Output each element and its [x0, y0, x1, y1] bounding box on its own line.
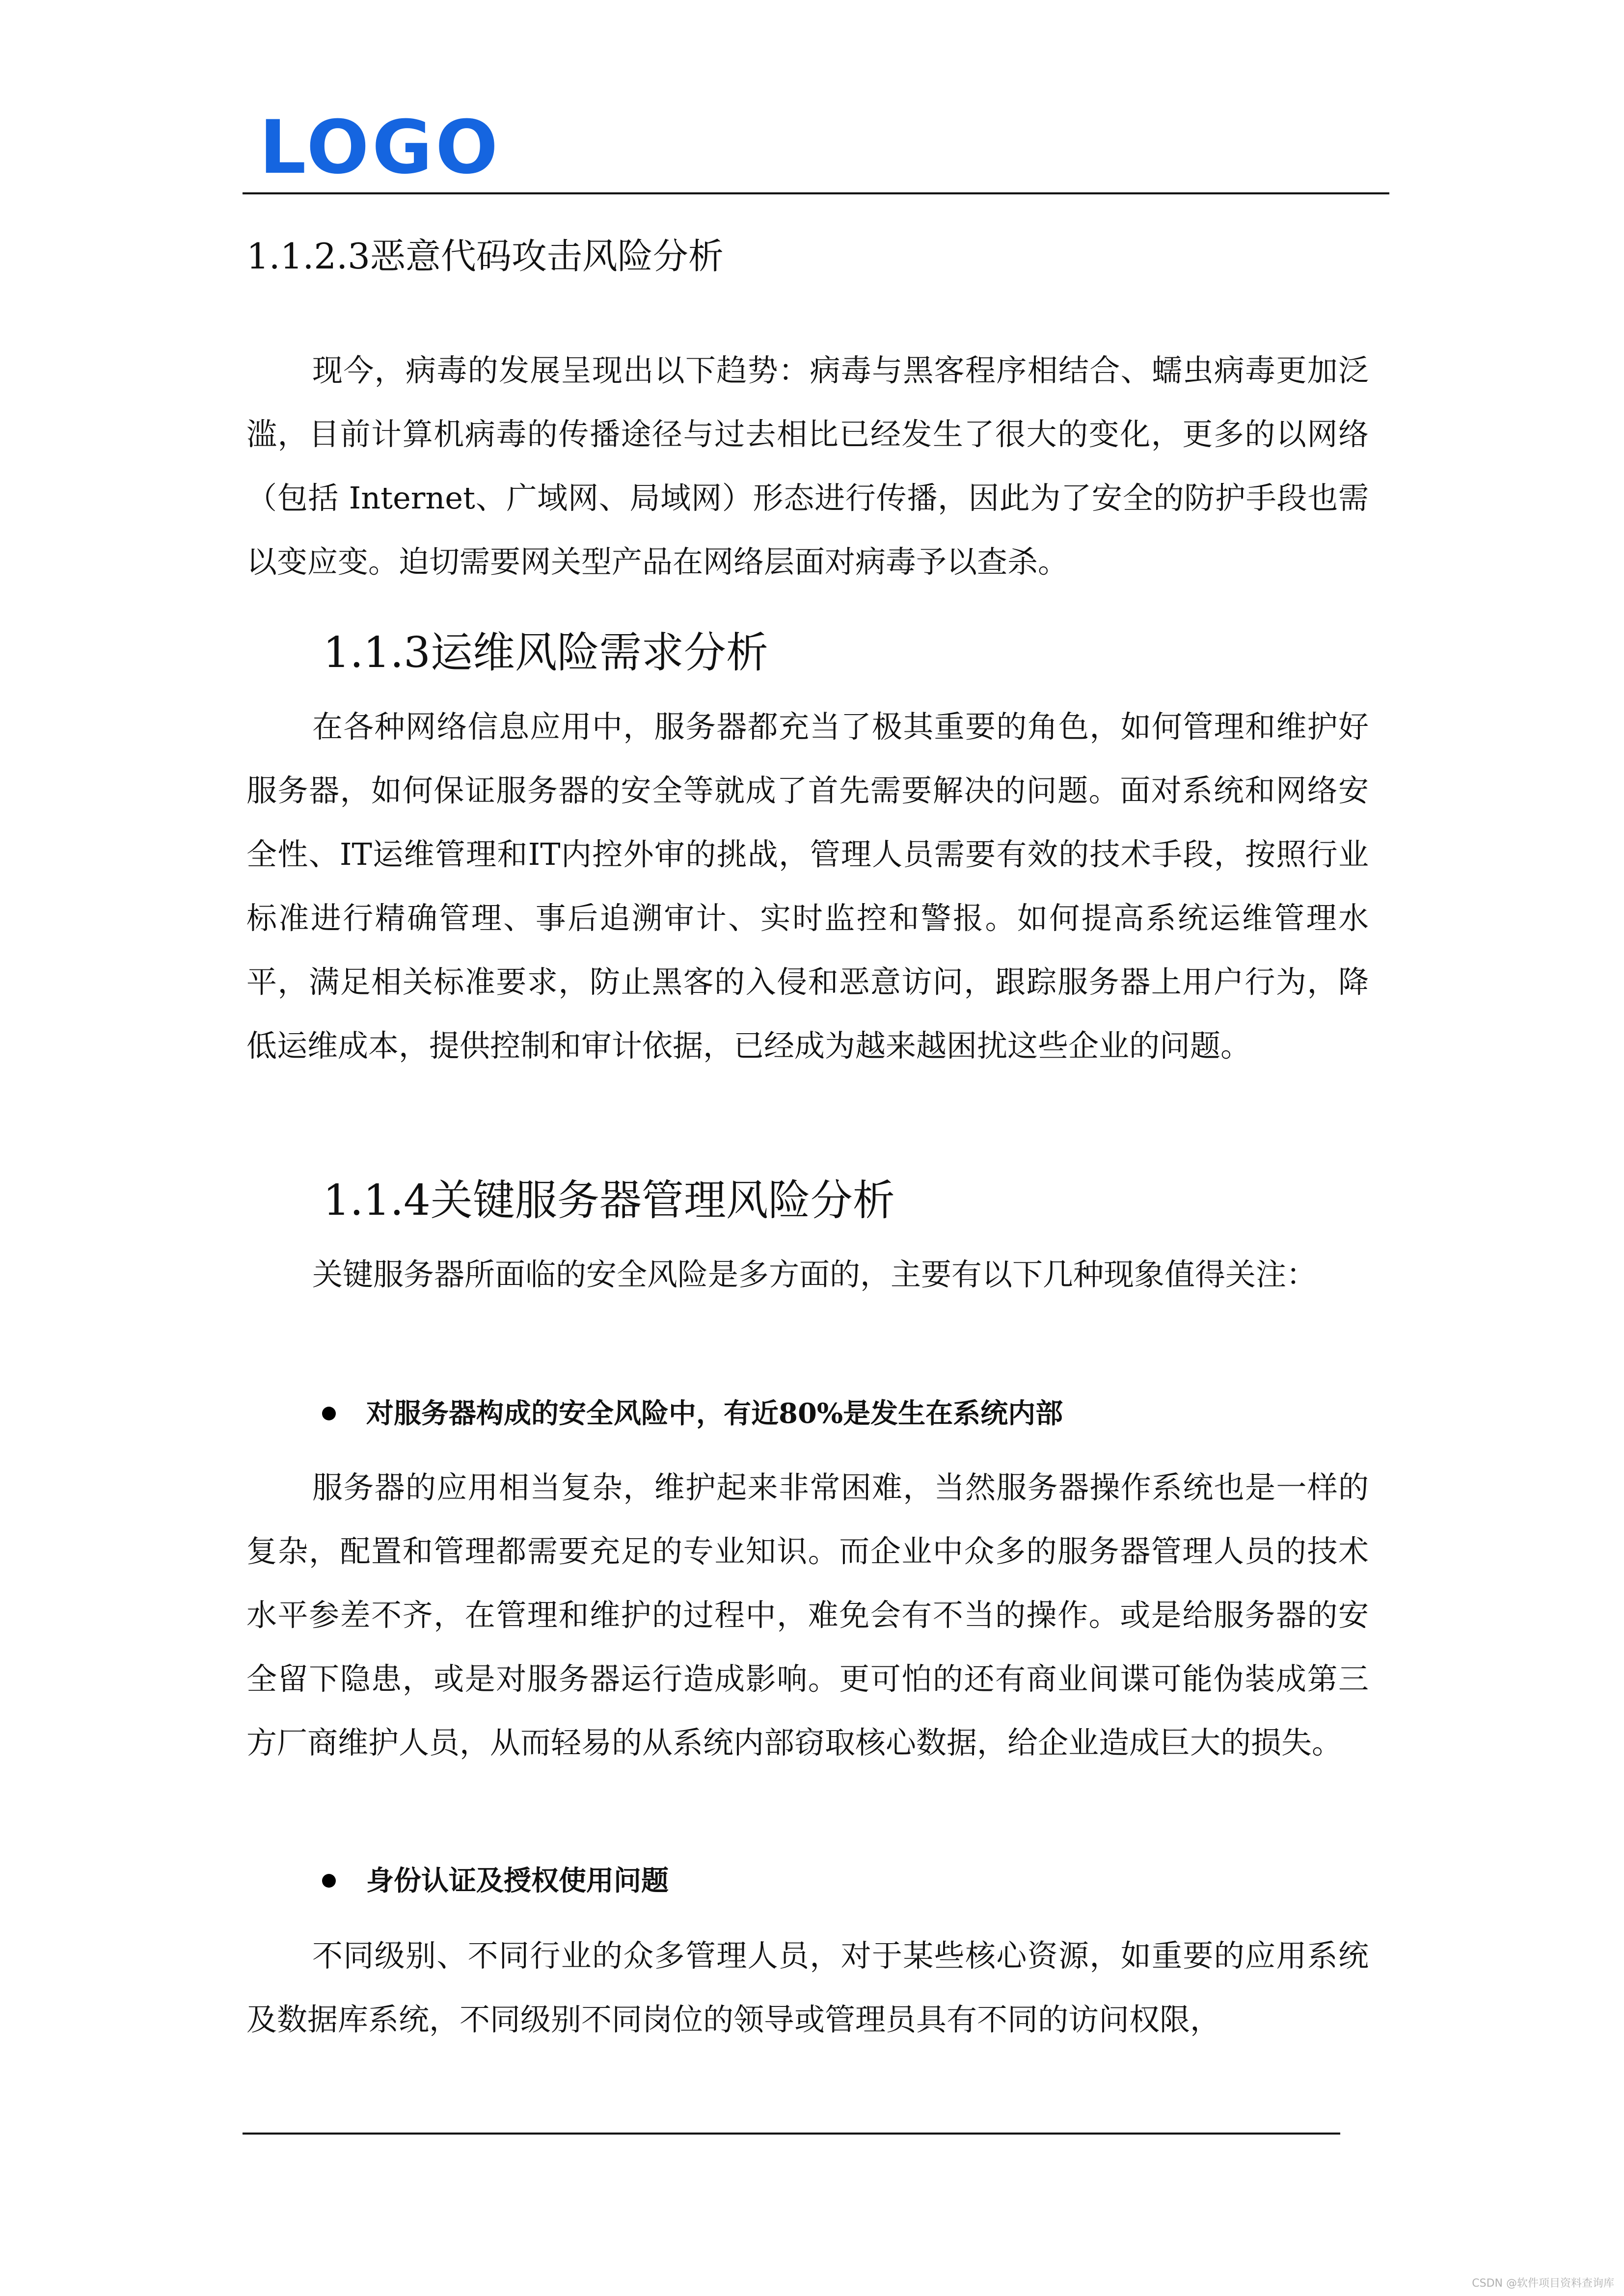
paragraph-114-2: 不同级别、不同行业的众多管理人员，对于某些核心资源，如重要的应用系统及数据库系统，不同级别不同岗位的领导或管理员具有不同的访问权限，	[246, 1938, 1369, 2037]
paragraph-114-1: 服务器的应用相当复杂，维护起来非常困难，当然服务器操作系统也是一样的复杂，配置和管理都需要充足的专业知识。而企业中众多的服务器管理人员的技术水平参差不齐，在管理和维护的过程中，难免会有不当的操作。或是给服务器的安全留下隐患，或是对服务器运行造成影响。更可怕的还有商业间谍可能伪装成第三方厂商维护人员，从而轻易的从系统内部窃取核心数据，给企业造成巨大的损失。	[246, 1469, 1369, 1761]
heading-1123: 1.1.2.3恶意代码攻击风险分析	[246, 236, 724, 277]
bullet-dot-icon	[322, 1407, 336, 1420]
paragraph-1123: 现今，病毒的发展呈现出以下趋势：病毒与黑客程序相结合、蠕虫病毒更加泛滥，目前计算机病毒的传播途径与过去相比已经发生了很大的变化，更多的以网络（包括 Internet、广域网、局域网）形态进行传播，因此为了安全的防护手段也需以变应变。迫切需要网关型产品在网络层面对病毒予以查杀。	[246, 352, 1369, 580]
heading-114: 1.1.4关键服务器管理风险分析	[323, 1176, 895, 1225]
paragraph-114-intro: 关键服务器所面临的安全风险是多方面的，主要有以下几种现象值得关注：	[312, 1256, 1317, 1292]
bullet-item-2	[322, 1861, 669, 1900]
bullet-item-1	[322, 1394, 1063, 1433]
bullet-item-1-text: 对服务器构成的安全风险中，有近80%是发生在系统内部	[366, 1397, 1063, 1430]
paragraph-113: 在各种网络信息应用中，服务器都充当了极其重要的角色，如何管理和维护好服务器，如何保证服务器的安全等就成了首先需要解决的问题。面对系统和网络安全性、IT运维管理和IT内控外审的挑战，管理人员需要有效的技术手段，按照行业标准进行精确管理、事后追溯审计、实时监控和警报。如何提高系统运维管理水平，满足相关标准要求，防止黑客的入侵和恶意访问，跟踪服务器上用户行为，降低运维成本，提供控制和审计依据，已经成为越来越困扰这些企业的问题。	[246, 709, 1369, 1064]
bullet-item-2-text: 身份认证及授权使用问题	[366, 1865, 669, 1897]
header-divider	[243, 192, 1389, 194]
bullet-dot-icon	[322, 1874, 336, 1888]
heading-113: 1.1.3运维风险需求分析	[323, 628, 768, 677]
footer-divider	[243, 2133, 1340, 2135]
watermark-text: CSDN @软件项目资料查询库	[1472, 2277, 1614, 2290]
company-logo: LOGO	[259, 105, 501, 190]
